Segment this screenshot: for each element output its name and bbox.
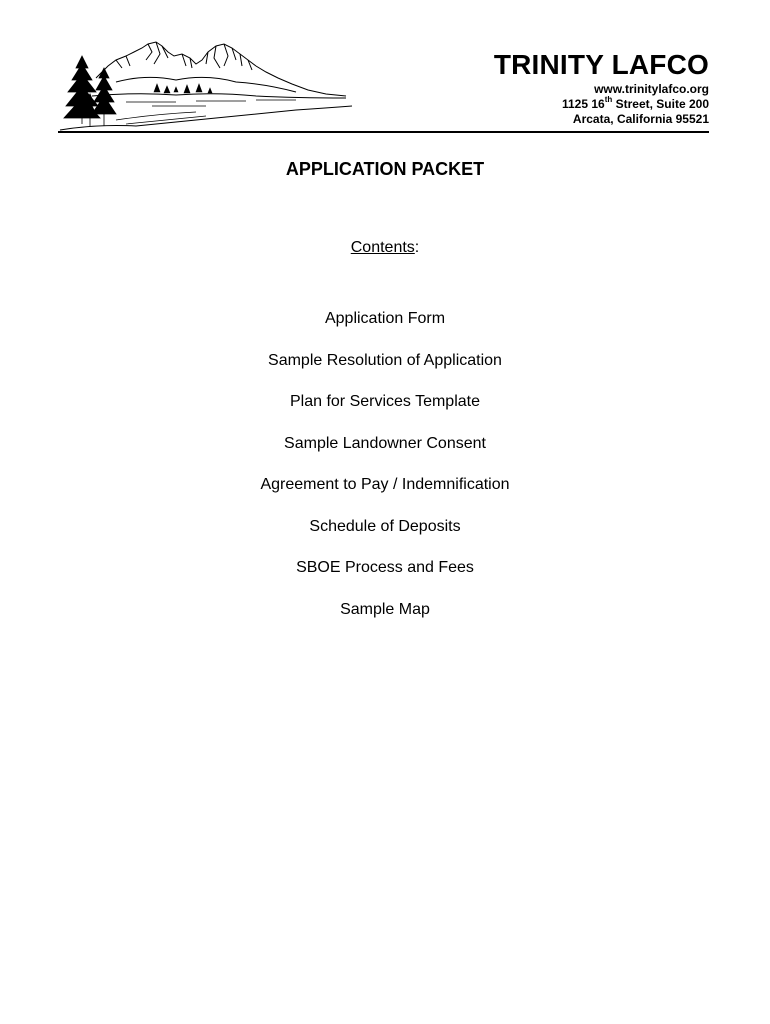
contents-item: Plan for Services Template — [289, 393, 480, 410]
header-divider — [58, 131, 709, 133]
letterhead — [0, 0, 770, 140]
contents-item: Sample Landowner Consent — [284, 434, 486, 452]
contents-heading — [0, 238, 770, 258]
org-contact-block — [494, 48, 709, 127]
org-street-address — [494, 97, 709, 112]
contents-item: Sample Resolution of Application — [268, 351, 502, 369]
contents-list — [0, 309, 770, 641]
contents-item: Sample Map — [340, 600, 430, 618]
contents-item: Application Form — [324, 310, 446, 327]
address-number: 1125 16 — [562, 97, 605, 111]
org-website: www.trinitylafco.org — [594, 82, 709, 96]
org-name: TRINITY LAFCO — [493, 49, 709, 80]
document-title: APPLICATION PACKET — [285, 159, 485, 179]
address-suffix: th — [604, 95, 613, 104]
mountain-landscape-logo — [56, 38, 356, 134]
org-city-line: Arcata, California 95521 — [572, 112, 709, 126]
address-rest: Street, Suite 200 — [612, 97, 709, 111]
contents-label: Contents — [350, 239, 415, 256]
contents-item: Schedule of Deposits — [309, 517, 461, 535]
contents-colon: : — [414, 239, 420, 256]
contents-item: SBOE Process and Fees — [296, 559, 474, 576]
contents-item: Agreement to Pay / Indemnification — [260, 476, 510, 493]
